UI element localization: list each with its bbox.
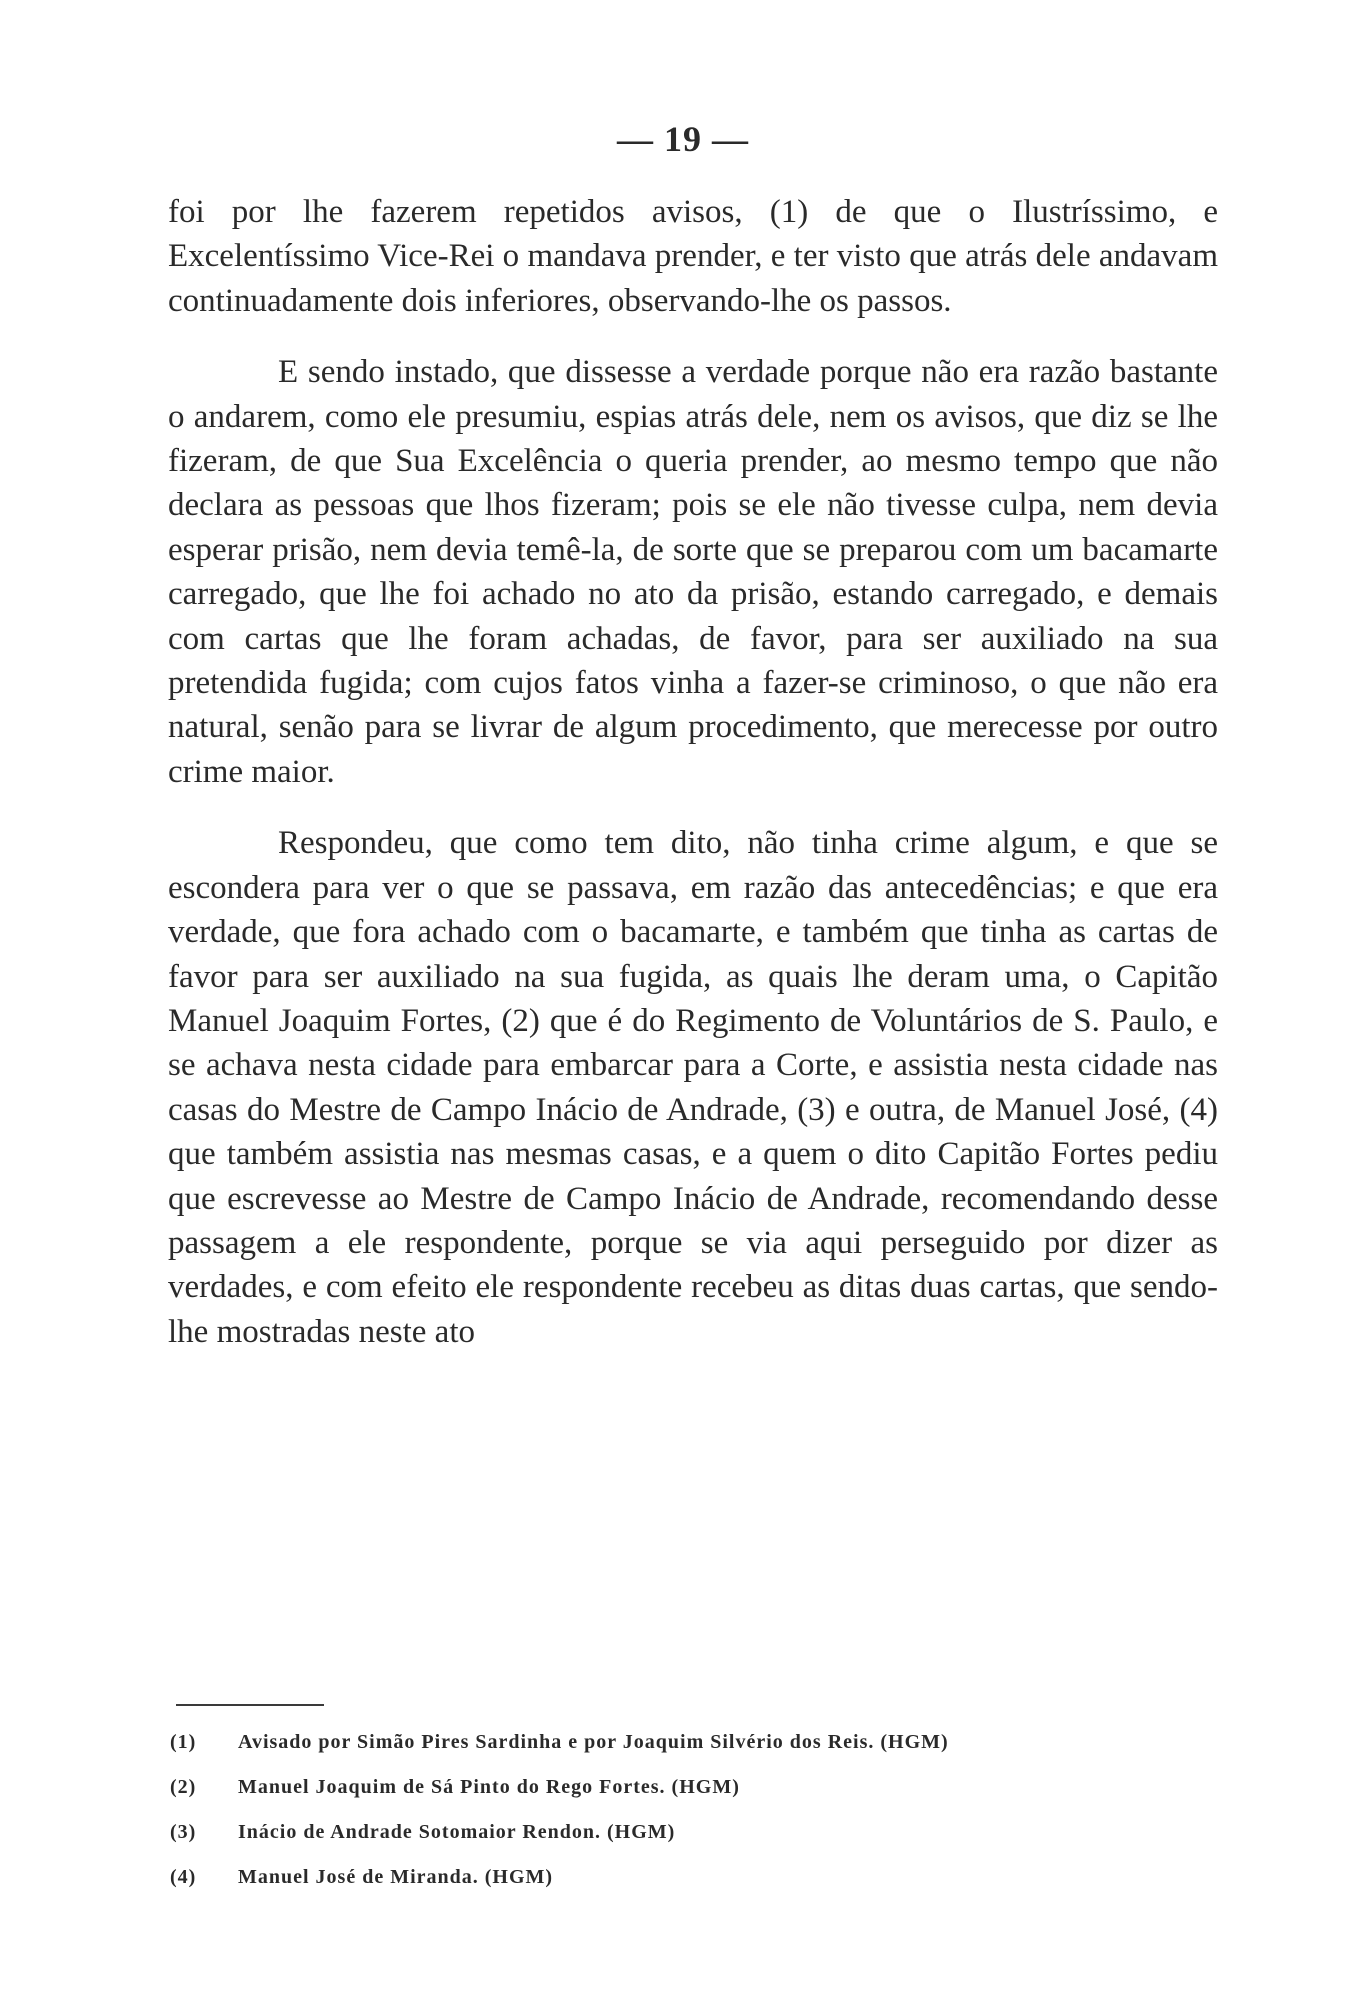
body-text (168, 190, 1218, 1354)
footnote-3 (170, 1810, 1230, 1855)
footnote-marker: (1) (170, 1731, 197, 1753)
footnote-marker: (3) (170, 1821, 197, 1843)
footnote-text: Inácio de Andrade Sotomaior Rendon. (HGM) (238, 1821, 676, 1843)
footnote-4 (170, 1855, 1230, 1900)
page-number: — 19 — (617, 119, 749, 159)
footnote-marker: (4) (170, 1866, 197, 1888)
footnotes (170, 1720, 1230, 1900)
paragraph-1: foi por lhe fazerem repetidos avisos, (1) de que o Ilustríssimo, e Excelentíssimo Vice-Rei o mandava prender, e ter visto que atrás dele andavam continuadamente dois inferiores, observando-lhe os passos. (168, 194, 1218, 319)
footnote-text: Manuel Joaquim de Sá Pinto do Rego Fortes. (HGM) (238, 1776, 740, 1798)
footnote-2 (170, 1765, 1230, 1810)
footnote-divider (176, 1704, 324, 1706)
paragraph-3: Respondeu, que como tem dito, não tinha crime algum, e que se escondera para ver o que se passava, em razão das antecedências; e que era verdade, que fora achado com o bacamarte, e também que tinha as cartas de favor para ser auxiliado na sua fugida, as quais lhe deram uma, o Capitão Manuel Joaquim Fortes, (2) que é do Regimento de Voluntários de S. Paulo, e se achava nesta cidade para embarcar para a Corte, e assistia nesta cidade nas casas do Mestre de Campo Inácio de Andrade, (3) e outra, de Manuel José, (4) que também assistia nas mesmas casas, e a quem o dito Capitão Fortes pediu que escrevesse ao Mestre de Campo Inácio de Andrade, recomendando desse passagem a ele respondente, porque se via aqui perseguido por dizer as verdades, e com efeito ele respondente recebeu as ditas duas cartas, que sendo-lhe mostradas neste ato (168, 825, 1218, 1350)
footnote-marker: (2) (170, 1776, 197, 1798)
paragraph-2: E sendo instado, que dissesse a verdade porque não era razão bastante o andarem, como ele presumiu, espias atrás dele, nem os avisos, que diz se lhe fizeram, de que Sua Excelência o queria prender, ao mesmo tempo que não declara as pessoas que lhos fizeram; pois se ele não tivesse culpa, nem devia esperar prisão, nem devia temê-la, de sorte que se preparou com um bacamarte carregado, que lhe foi achado no ato da prisão, estando carregado, e demais com cartas que lhe foram achadas, de favor, para ser auxiliado na sua pretendida fugida; com cujos fatos vinha a fazer-se criminoso, o que não era natural, senão para se livrar de algum procedimento, que merecesse por outro crime maior. (168, 354, 1218, 790)
footnote-text: Manuel José de Miranda. (HGM) (238, 1866, 554, 1888)
footnote-text: Avisado por Simão Pires Sardinha e por Joaquim Silvério dos Reis. (HGM) (238, 1731, 949, 1753)
footnote-1 (170, 1720, 1230, 1765)
